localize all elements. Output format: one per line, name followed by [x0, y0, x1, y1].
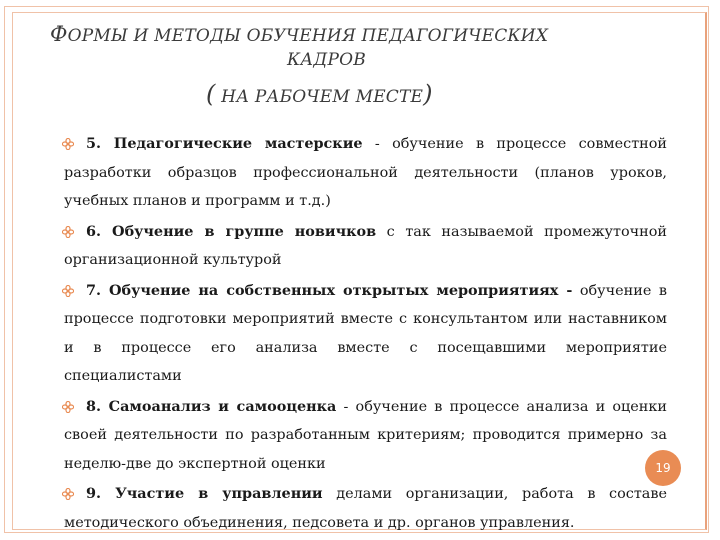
four-leaf-bullet-icon — [62, 393, 78, 421]
list-item: 7. Обучение на собственных открытых мероприятиях - обучение в процессе подготовки мероприятий вместе с консультантом или наставником и в процессе его анализа вместе с посещавшими мероприятие специалистами — [64, 277, 667, 391]
slide-title — [30, 12, 670, 112]
four-leaf-bullet-icon — [62, 130, 78, 158]
list-item: 8. Самоанализ и самооценка - обучение в процессе анализа и оценки своей деятельности по разработанным критериям; проводится примерно за неделю-две до экспертной оценки — [64, 393, 667, 479]
four-leaf-bullet-icon — [62, 218, 78, 246]
four-leaf-bullet-icon — [62, 277, 78, 305]
title-line-1: ФОРМЫ И МЕТОДЫ ОБУЧЕНИЯ ПЕДАГОГИЧЕСКИХ — [50, 22, 549, 46]
list-item: 5. Педагогические мастерские - обучение в процессе совместной разработки образцов профессиональной деятельности (планов уроков, учебных планов и программ и т.д.) — [64, 130, 667, 216]
page-number-badge: 19 — [645, 450, 681, 486]
list-item: 9. Участие в управлении делами организации, работа в составе методического объединения, педсовета и др. органов управления. — [64, 480, 667, 537]
title-line-3: ( НА РАБОЧЕМ МЕСТЕ) — [206, 80, 433, 108]
title-line-2: КАДРОВ — [287, 50, 366, 70]
bullet-list — [64, 130, 667, 537]
four-leaf-bullet-icon — [62, 480, 78, 508]
list-item: 6. Обучение в группе новичков с так называемой промежуточной организационной культурой — [64, 218, 667, 275]
